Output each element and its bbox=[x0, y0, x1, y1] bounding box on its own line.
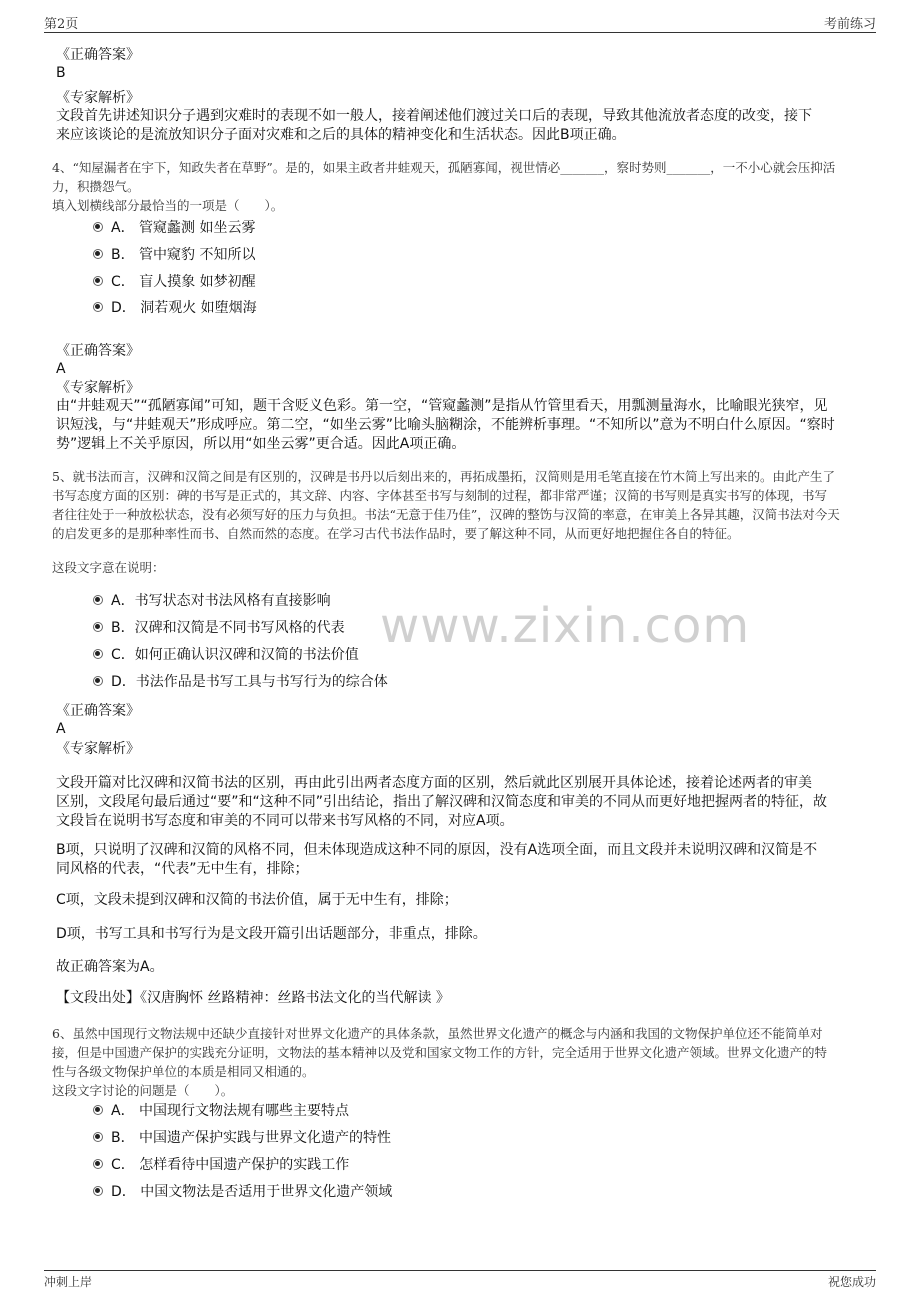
stem-line: 性与各级文物保护单位的本质是相同又相通的。 bbox=[52, 1064, 315, 1079]
stem-line: 5、就书法而言，汉碑和汉简之间是有区别的，汉碑是书丹以后刻出来的，再拓成墨拓，汉简则是用毛笔直接在竹木简上写出来的。由此产生了 bbox=[52, 469, 835, 484]
analysis-text bbox=[56, 397, 864, 454]
analysis-line: 同风格的代表，“代表”无中生有，排除； bbox=[56, 861, 309, 877]
option-d[interactable] bbox=[93, 1182, 392, 1202]
question-prompt: 这段文字意在说明： bbox=[52, 560, 165, 575]
stem-line: 者往往处于一种放松状态，没有必须写好的压力与负担。书法“无意于佳乃佳”，汉碑的整饬与汉简的率意，在审美上各异其趣，汉简书法对今天 bbox=[52, 507, 840, 522]
stem-line: 4、“知屋漏者在宇下，知政失者在草野”。是的，如果主政者井蛙观天，孤陋寡闻，视世情必_______，察时势则_______，一不小心就会压抑活 bbox=[52, 160, 836, 175]
stem-line: 填入划横线部分最恰当的一项是（ ）。 bbox=[52, 198, 284, 213]
radio-icon[interactable] bbox=[93, 622, 103, 632]
stem-line: 接，但是中国遗产保护的实践充分证明，文物法的基本精神以及党和国家文物工作的方针，完全适用于世界文化遗产领域。世界文化遗产的特 bbox=[52, 1045, 828, 1060]
stem-line: 力，积攒怨气。 bbox=[52, 179, 140, 194]
watermark: www.zixin.com bbox=[380, 598, 751, 654]
option-a[interactable] bbox=[93, 218, 255, 238]
correct-answer-value: B bbox=[56, 65, 66, 81]
option-d[interactable] bbox=[93, 298, 257, 318]
analysis-line: 识短浅，与“井蛙观天”形成呼应。第二空，“如坐云雾”比喻头脑糊涂，不能辨析事理。“不知所以”意为不明白什么原因。“察时 bbox=[56, 417, 835, 433]
analysis-paragraph: 故正确答案为A。 bbox=[56, 959, 164, 975]
radio-icon[interactable] bbox=[93, 276, 103, 286]
option-label: C． 怎样看待中国遗产保护的实践工作 bbox=[111, 1157, 350, 1173]
source-citation: 【文段出处】《汉唐胸怀 丝路精神：丝路书法文化的当代解读 》 bbox=[56, 990, 450, 1006]
analysis-line: 文段旨在说明书写态度和审美的不同可以带来书写风格的不同，对应A项。 bbox=[56, 813, 514, 829]
option-c[interactable] bbox=[93, 645, 359, 665]
analysis-label: 《专家解析》 bbox=[56, 380, 140, 396]
option-label: A． 管窥蠡测 如坐云雾 bbox=[111, 220, 256, 236]
option-b[interactable] bbox=[93, 1128, 391, 1148]
option-label: B． 中国遗产保护实践与世界文化遗产的特性 bbox=[111, 1130, 392, 1146]
option-label: A． 中国现行文物法规有哪些主要特点 bbox=[111, 1103, 350, 1119]
analysis-line: 文段首先讲述知识分子遇到灾难时的表现不如一般人，接着阐述他们渡过关口后的表现，导致其他流放者态度的改变，接下 bbox=[56, 108, 812, 124]
radio-icon[interactable] bbox=[93, 302, 103, 312]
correct-answer-label: 《正确答案》 bbox=[56, 703, 140, 719]
radio-icon[interactable] bbox=[93, 1186, 103, 1196]
option-c[interactable] bbox=[93, 272, 256, 292]
correct-answer-value: A bbox=[56, 721, 66, 737]
analysis-line: 文段开篇对比汉碑和汉简书法的区别，再由此引出两者态度方面的区别，然后就此区别展开具体论述，接着论述两者的审美 bbox=[56, 775, 812, 791]
page-number: 第2页 bbox=[44, 17, 79, 32]
radio-icon[interactable] bbox=[93, 222, 103, 232]
option-label: B． 管中窥豹 不知所以 bbox=[111, 247, 256, 263]
option-label: C．如何正确认识汉碑和汉简的书法价值 bbox=[111, 647, 359, 663]
radio-icon[interactable] bbox=[93, 595, 103, 605]
question-stem bbox=[52, 1024, 872, 1100]
question-stem bbox=[52, 467, 872, 543]
stem-line: 这段文字讨论的问题是（ ）。 bbox=[52, 1083, 234, 1098]
analysis-line: B项，只说明了汉碑和汉简的风格不同，但未体现造成这种不同的原因，没有A选项全面，而且文段并未说明汉碑和汉简是不 bbox=[56, 842, 818, 858]
stem-line: 6、虽然中国现行文物法规中还缺少直接针对世界文化遗产的具体条款，虽然世界文化遗产的概念与内涵和我国的文物保护单位还不能简单对 bbox=[52, 1026, 823, 1041]
analysis-paragraph: D项，书写工具和书写行为是文段开篇引出话题部分，非重点，排除。 bbox=[56, 926, 487, 942]
analysis-line: 区别，文段尾句最后通过“要”和“这种不同”引出结论，指出了解汉碑和汉简态度和审美的不同从而更好地把握两者的特征，故 bbox=[56, 794, 828, 810]
analysis-line: 势”逻辑上不关乎原因，所以用“如坐云雾”更合适。因此A项正确。 bbox=[56, 436, 466, 452]
question-stem bbox=[52, 158, 872, 215]
stem-line: 书写态度方面的区别：碑的书写是正式的，其文辞、内容、字体甚至书写与刻制的过程，都非常严谨；汉简的书写则是真实书写的体现，书写 bbox=[52, 488, 828, 503]
option-label: C． 盲人摸象 如梦初醒 bbox=[111, 274, 256, 290]
analysis-label: 《专家解析》 bbox=[56, 90, 140, 106]
page-footer bbox=[44, 1270, 876, 1289]
footer-right: 祝您成功 bbox=[827, 1275, 876, 1289]
option-label: D． 洞若观火 如堕烟海 bbox=[111, 300, 257, 316]
radio-icon[interactable] bbox=[93, 1105, 103, 1115]
option-label: D． 中国文物法是否适用于世界文化遗产领域 bbox=[111, 1184, 393, 1200]
option-label: B．汉碑和汉简是不同书写风格的代表 bbox=[111, 620, 345, 636]
option-b[interactable] bbox=[93, 245, 256, 265]
analysis-paragraph bbox=[56, 774, 864, 831]
option-label: A．书写状态对书法风格有直接影响 bbox=[111, 593, 331, 609]
option-d[interactable] bbox=[93, 672, 388, 692]
option-c[interactable] bbox=[93, 1155, 349, 1175]
option-b[interactable] bbox=[93, 618, 345, 638]
radio-icon[interactable] bbox=[93, 1159, 103, 1169]
radio-icon[interactable] bbox=[93, 1132, 103, 1142]
analysis-paragraph: C项，文段未提到汉碑和汉简的书法价值，属于无中生有，排除； bbox=[56, 892, 458, 908]
correct-answer-label: 《正确答案》 bbox=[56, 47, 140, 63]
option-a[interactable] bbox=[93, 591, 331, 611]
correct-answer-label: 《正确答案》 bbox=[56, 343, 140, 359]
analysis-text bbox=[56, 107, 864, 145]
analysis-line: 来应该谈论的是流放知识分子面对灾难和之后的具体的精神变化和生活状态。因此B项正确。 bbox=[56, 127, 626, 143]
header-title: 考前练习 bbox=[823, 17, 876, 32]
analysis-label: 《专家解析》 bbox=[56, 741, 140, 757]
radio-icon[interactable] bbox=[93, 676, 103, 686]
option-a[interactable] bbox=[93, 1101, 349, 1121]
correct-answer-value: A bbox=[56, 361, 66, 377]
page-header bbox=[44, 10, 876, 33]
stem-line: 的启发更多的是那种率性而书、自然而然的态度。在学习古代书法作品时，要了解这种不同，从而更好地把握住各自的特征。 bbox=[52, 526, 740, 541]
footer-left: 冲刺上岸 bbox=[44, 1275, 93, 1289]
analysis-line: 由“井蛙观天”“孤陋寡闻”可知，题干含贬义色彩。第一空，“管窥蠡测”是指从竹管里看天，用瓢测量海水，比喻眼光狭窄，见 bbox=[56, 398, 828, 414]
radio-icon[interactable] bbox=[93, 249, 103, 259]
option-label: D．书法作品是书写工具与书写行为的综合体 bbox=[111, 674, 388, 690]
analysis-paragraph bbox=[56, 841, 864, 879]
radio-icon[interactable] bbox=[93, 649, 103, 659]
